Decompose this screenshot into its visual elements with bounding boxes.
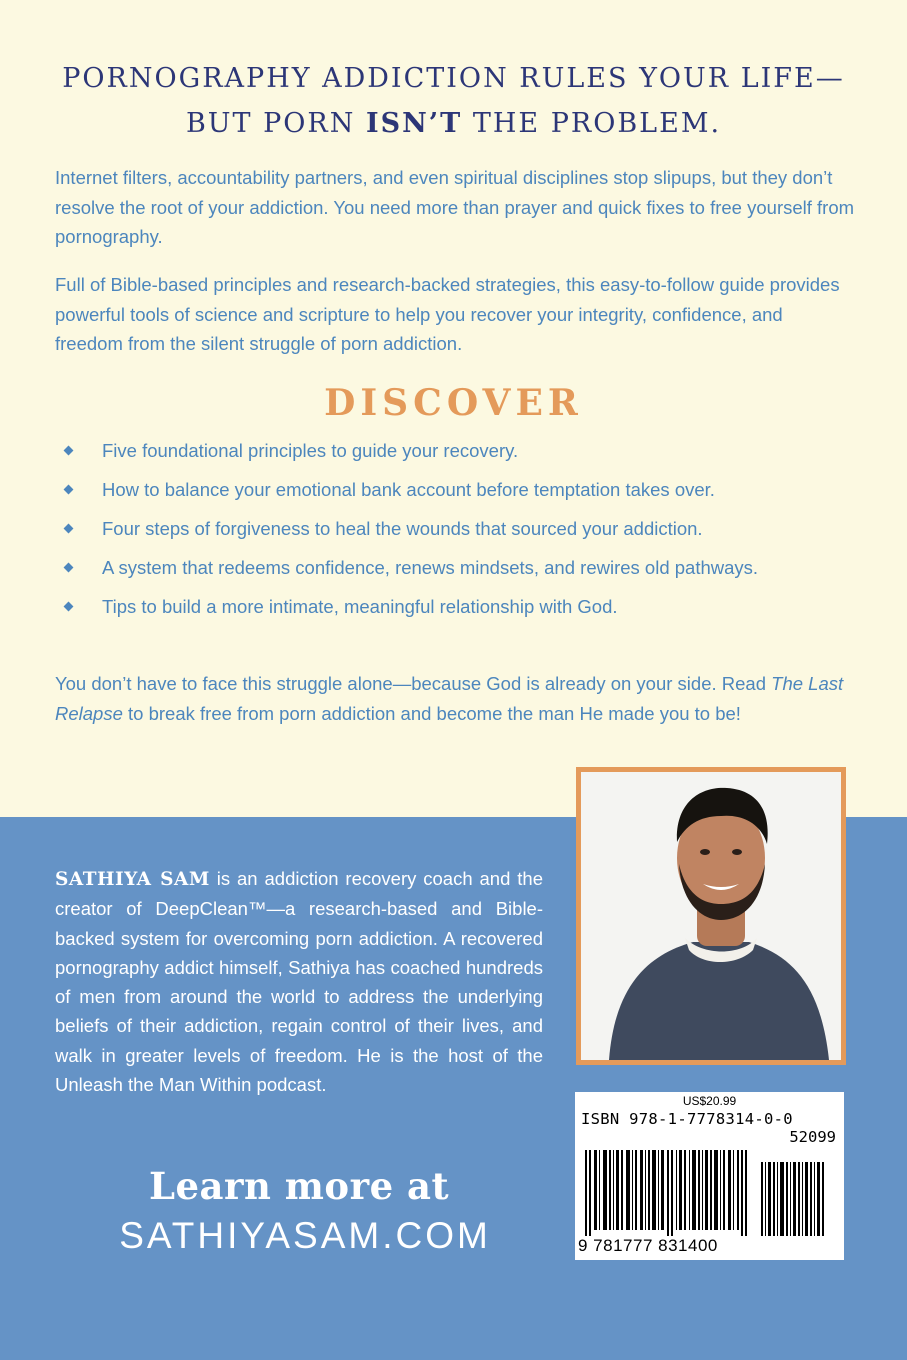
diamond-bullet-icon: [64, 524, 74, 534]
list-item-text: Tips to build a more intimate, meaningful relationship with God.: [102, 596, 618, 617]
diamond-bullet-icon: [64, 446, 74, 456]
list-item-text: A system that redeems confidence, renews mindsets, and rewires old pathways.: [102, 557, 759, 578]
headline-line-1: PORNOGRAPHY ADDICTION RULES YOUR LIFE—: [62, 63, 845, 94]
headline-line-2-pre: BUT PORN: [185, 108, 366, 139]
guide-paragraph: Full of Bible-based principles and research-backed strategies, this easy-to-follow guide provides powerful tools of science and scripture to help you recover your integrity, confidence, and freedom from the silent struggle of porn addiction.: [55, 274, 840, 354]
headline-line-2: [0, 101, 907, 146]
closing-post: to break free from porn addiction and become the man He made you to be!: [122, 702, 741, 724]
diamond-bullet-icon: [64, 563, 74, 573]
author-photo-frame: [576, 767, 846, 1065]
headline: [0, 56, 907, 146]
isbn-text: ISBN 978-1-7778314-0-0: [581, 1110, 793, 1128]
author-bio: [55, 864, 543, 1099]
author-name: SATHIYA SAM: [55, 869, 210, 890]
website-link[interactable]: SATHIYASAM.COM: [119, 1215, 491, 1256]
barcode-label: [575, 1092, 844, 1260]
diamond-bullet-icon: [64, 602, 74, 612]
list-item: [63, 592, 863, 622]
learn-more-text: Learn more at: [148, 1164, 450, 1208]
list-item-text: Four steps of forgiveness to heal the wounds that sourced your addiction.: [102, 518, 703, 539]
list-item-text: How to balance your emotional bank account before temptation takes over.: [102, 479, 715, 500]
list-item: [63, 475, 863, 505]
closing-pre: You don’t have to face this struggle alone—because God is already on your side. Read: [55, 673, 772, 694]
book-title: The Last Relapse: [55, 673, 844, 724]
discover-list: [63, 436, 863, 631]
author-bio-text: is an addiction recovery coach and the creator of DeepClean™—a research-based and Bible-backed system for overcoming porn addiction. A recovered pornography addict himself, Sathiya has coached hundreds of men from around the world to address the underlying beliefs of their addiction, regain control of their lives, and walk in greater levels of freedom. He is the host of the Unleash the Man Within podcast.: [55, 868, 543, 1096]
ean-number: 9 781777 831400: [578, 1236, 718, 1255]
barcode-icon: [585, 1150, 835, 1236]
headline-emphasis: ISN’T: [365, 108, 463, 139]
closing-paragraph: [55, 669, 855, 728]
list-item: [63, 553, 863, 583]
headline-line-2-post: THE PROBLEM.: [462, 108, 722, 139]
price-text: US$20.99: [682, 1094, 737, 1108]
diamond-bullet-icon: [64, 485, 74, 495]
intro-paragraph: Internet filters, accountability partners, and even spiritual disciplines stop slipups, but they don’t resolve the root of your addiction. You need more than prayer and quick fixes to free yourself from pornography.: [55, 167, 855, 247]
discover-heading: DISCOVER: [324, 382, 583, 424]
price-addon-code: 52099: [789, 1128, 836, 1146]
list-item-text: Five foundational principles to guide your recovery.: [102, 440, 519, 461]
list-item: [63, 514, 863, 544]
list-item: [63, 436, 863, 466]
author-photo: [581, 772, 841, 1060]
